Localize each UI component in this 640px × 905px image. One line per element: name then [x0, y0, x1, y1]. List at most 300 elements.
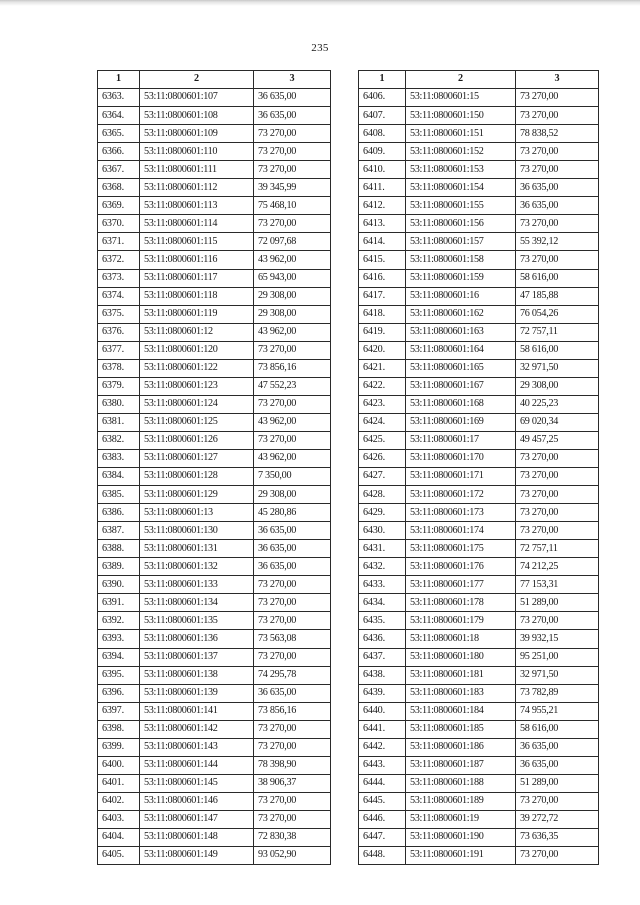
row-number: 6432.: [359, 558, 406, 576]
cadastral-value: 74 212,25: [516, 558, 599, 576]
table-row: [98, 161, 331, 179]
table-row: [359, 395, 599, 413]
cadastral-value: 36 635,00: [516, 738, 599, 756]
cadastral-number: 53:11:0800601:172: [406, 486, 516, 504]
table-row: [98, 359, 331, 377]
row-number: 6396.: [98, 684, 140, 702]
cadastral-number: 53:11:0800601:131: [140, 540, 254, 558]
row-number: 6445.: [359, 792, 406, 810]
cadastral-value: 43 962,00: [254, 323, 331, 341]
cadastral-number: 53:11:0800601:136: [140, 630, 254, 648]
table-row: [359, 756, 599, 774]
row-number: 6447.: [359, 828, 406, 846]
cadastral-number: 53:11:0800601:179: [406, 612, 516, 630]
cadastral-number: 53:11:0800601:120: [140, 341, 254, 359]
cadastral-value: 49 457,25: [516, 431, 599, 449]
table-row: [359, 287, 599, 305]
cadastral-value: 36 635,00: [254, 107, 331, 125]
table-row: [98, 449, 331, 467]
cadastral-number: 53:11:0800601:109: [140, 125, 254, 143]
column-header-value: 3: [516, 71, 599, 89]
row-number: 6387.: [98, 522, 140, 540]
cadastral-value: 73 270,00: [254, 341, 331, 359]
table-row: [98, 594, 331, 612]
table-row: [359, 269, 599, 287]
table-body-left: [98, 89, 331, 865]
table-row: [359, 197, 599, 215]
cadastral-value: 73 270,00: [254, 143, 331, 161]
cadastral-value: 73 270,00: [254, 594, 331, 612]
cadastral-value: 47 552,23: [254, 377, 331, 395]
table-row: [98, 233, 331, 251]
cadastral-value: 36 635,00: [254, 558, 331, 576]
cadastral-number: 53:11:0800601:170: [406, 449, 516, 467]
row-number: 6440.: [359, 702, 406, 720]
cadastral-value: 74 955,21: [516, 702, 599, 720]
cadastral-value: 73 270,00: [516, 504, 599, 522]
cadastral-number: 53:11:0800601:173: [406, 504, 516, 522]
table-row: [98, 522, 331, 540]
table-row: [98, 630, 331, 648]
cadastral-number: 53:11:0800601:19: [406, 810, 516, 828]
cadastral-number: 53:11:0800601:169: [406, 413, 516, 431]
cadastral-value: 69 020,34: [516, 413, 599, 431]
scan-edge-artifact: [0, 0, 640, 6]
cadastral-value: 73 270,00: [516, 449, 599, 467]
row-number: 6391.: [98, 594, 140, 612]
row-number: 6423.: [359, 395, 406, 413]
table-row: [98, 486, 331, 504]
cadastral-value: 38 906,37: [254, 774, 331, 792]
cadastral-number: 53:11:0800601:127: [140, 449, 254, 467]
cadastral-value: 93 052,90: [254, 847, 331, 865]
row-number: 6409.: [359, 143, 406, 161]
table-row: [98, 305, 331, 323]
cadastral-number: 53:11:0800601:13: [140, 504, 254, 522]
table-row: [359, 792, 599, 810]
cadastral-number: 53:11:0800601:168: [406, 395, 516, 413]
table-row: [98, 395, 331, 413]
cadastral-value: 77 153,31: [516, 576, 599, 594]
table-row: [359, 630, 599, 648]
row-number: 6441.: [359, 720, 406, 738]
cadastral-number: 53:11:0800601:187: [406, 756, 516, 774]
row-number: 6418.: [359, 305, 406, 323]
table-row: [359, 431, 599, 449]
row-number: 6394.: [98, 648, 140, 666]
cadastral-number: 53:11:0800601:123: [140, 377, 254, 395]
cadastral-number: 53:11:0800601:148: [140, 828, 254, 846]
row-number: 6370.: [98, 215, 140, 233]
cadastral-number: 53:11:0800601:138: [140, 666, 254, 684]
cadastral-number: 53:11:0800601:130: [140, 522, 254, 540]
table-row: [359, 89, 599, 107]
row-number: 6366.: [98, 143, 140, 161]
table-row: [359, 540, 599, 558]
cadastral-number: 53:11:0800601:184: [406, 702, 516, 720]
row-number: 6439.: [359, 684, 406, 702]
row-number: 6390.: [98, 576, 140, 594]
row-number: 6371.: [98, 233, 140, 251]
cadastral-value: 73 270,00: [516, 89, 599, 107]
table-row: [98, 89, 331, 107]
cadastral-number: 53:11:0800601:137: [140, 648, 254, 666]
cadastral-value: 39 345,99: [254, 179, 331, 197]
row-number: 6420.: [359, 341, 406, 359]
table-row: [359, 305, 599, 323]
table-row: [98, 468, 331, 486]
row-number: 6395.: [98, 666, 140, 684]
table-row: [359, 143, 599, 161]
table-row: [98, 720, 331, 738]
table-row: [98, 269, 331, 287]
table-row: [359, 558, 599, 576]
cadastral-value: 73 270,00: [254, 161, 331, 179]
cadastral-number: 53:11:0800601:125: [140, 413, 254, 431]
cadastral-number: 53:11:0800601:185: [406, 720, 516, 738]
cadastral-number: 53:11:0800601:132: [140, 558, 254, 576]
cadastral-number: 53:11:0800601:135: [140, 612, 254, 630]
table-row: [98, 612, 331, 630]
cadastral-value: 73 270,00: [254, 810, 331, 828]
cadastral-value: 45 280,86: [254, 504, 331, 522]
table-row: [98, 702, 331, 720]
row-number: 6368.: [98, 179, 140, 197]
cadastral-number: 53:11:0800601:180: [406, 648, 516, 666]
cadastral-value: 29 308,00: [254, 305, 331, 323]
cadastral-value: 58 616,00: [516, 720, 599, 738]
table-row: [359, 810, 599, 828]
row-number: 6425.: [359, 431, 406, 449]
table-row: [359, 702, 599, 720]
cadastral-value: 29 308,00: [254, 287, 331, 305]
row-number: 6385.: [98, 486, 140, 504]
row-number: 6412.: [359, 197, 406, 215]
row-number: 6437.: [359, 648, 406, 666]
cadastral-value: 36 635,00: [254, 540, 331, 558]
cadastral-number: 53:11:0800601:143: [140, 738, 254, 756]
column-header-cadastral: 2: [406, 71, 516, 89]
cadastral-value: 73 270,00: [254, 215, 331, 233]
cadastral-number: 53:11:0800601:186: [406, 738, 516, 756]
cadastral-value: 36 635,00: [254, 522, 331, 540]
column-header-cadastral: 2: [140, 71, 254, 89]
cadastral-value: 73 270,00: [254, 431, 331, 449]
cadastral-value: 73 782,89: [516, 684, 599, 702]
table-row: [98, 323, 331, 341]
cadastral-number: 53:11:0800601:139: [140, 684, 254, 702]
row-number: 6383.: [98, 449, 140, 467]
table-row: [98, 666, 331, 684]
table-row: [98, 756, 331, 774]
table-row: [359, 341, 599, 359]
table-row: [359, 323, 599, 341]
row-number: 6379.: [98, 377, 140, 395]
row-number: 6374.: [98, 287, 140, 305]
cadastral-value: 7 350,00: [254, 468, 331, 486]
cadastral-number: 53:11:0800601:110: [140, 143, 254, 161]
cadastral-number: 53:11:0800601:142: [140, 720, 254, 738]
cadastral-value: 73 563,08: [254, 630, 331, 648]
row-number: 6398.: [98, 720, 140, 738]
table-row: [98, 179, 331, 197]
cadastral-value: 29 308,00: [516, 377, 599, 395]
cadastral-number: 53:11:0800601:181: [406, 666, 516, 684]
cadastral-number: 53:11:0800601:18: [406, 630, 516, 648]
cadastral-value: 36 635,00: [516, 197, 599, 215]
cadastral-number: 53:11:0800601:149: [140, 847, 254, 865]
cadastral-number: 53:11:0800601:12: [140, 323, 254, 341]
row-number: 6386.: [98, 504, 140, 522]
table-row: [98, 810, 331, 828]
row-number: 6421.: [359, 359, 406, 377]
cadastral-value: 39 272,72: [516, 810, 599, 828]
cadastral-number: 53:11:0800601:175: [406, 540, 516, 558]
cadastral-number: 53:11:0800601:151: [406, 125, 516, 143]
cadastral-value: 78 838,52: [516, 125, 599, 143]
cadastral-value: 73 270,00: [516, 251, 599, 269]
row-number: 6364.: [98, 107, 140, 125]
row-number: 6380.: [98, 395, 140, 413]
cadastral-value: 36 635,00: [254, 684, 331, 702]
cadastral-value: 72 097,68: [254, 233, 331, 251]
row-number: 6448.: [359, 847, 406, 865]
row-number: 6426.: [359, 449, 406, 467]
table-row: [98, 792, 331, 810]
cadastral-value: 76 054,26: [516, 305, 599, 323]
cadastral-number: 53:11:0800601:119: [140, 305, 254, 323]
table-row: [98, 377, 331, 395]
cadastral-number: 53:11:0800601:111: [140, 161, 254, 179]
cadastral-value: 73 270,00: [516, 847, 599, 865]
table-row: [98, 847, 331, 865]
cadastral-value: 32 971,50: [516, 666, 599, 684]
row-number: 6407.: [359, 107, 406, 125]
cadastral-number: 53:11:0800601:153: [406, 161, 516, 179]
cadastral-number: 53:11:0800601:156: [406, 215, 516, 233]
cadastral-value: 73 856,16: [254, 359, 331, 377]
cadastral-value: 29 308,00: [254, 486, 331, 504]
cadastral-value: 58 616,00: [516, 269, 599, 287]
cadastral-number: 53:11:0800601:117: [140, 269, 254, 287]
cadastral-value: 36 635,00: [254, 89, 331, 107]
cadastral-number: 53:11:0800601:134: [140, 594, 254, 612]
table-row: [98, 576, 331, 594]
table-row: [359, 522, 599, 540]
column-header-number: 1: [98, 71, 140, 89]
cadastral-number: 53:11:0800601:150: [406, 107, 516, 125]
cadastral-value: 73 270,00: [254, 395, 331, 413]
row-number: 6400.: [98, 756, 140, 774]
table-row: [359, 233, 599, 251]
cadastral-number: 53:11:0800601:155: [406, 197, 516, 215]
cadastral-number: 53:11:0800601:177: [406, 576, 516, 594]
cadastral-value: 51 289,00: [516, 594, 599, 612]
cadastral-number: 53:11:0800601:191: [406, 847, 516, 865]
table-row: [98, 287, 331, 305]
table-row: [98, 431, 331, 449]
column-header-number: 1: [359, 71, 406, 89]
table-row: [359, 847, 599, 865]
cadastral-number: 53:11:0800601:145: [140, 774, 254, 792]
row-number: 6393.: [98, 630, 140, 648]
column-header-value: 3: [254, 71, 331, 89]
row-number: 6373.: [98, 269, 140, 287]
table-row: [98, 413, 331, 431]
table-row: [98, 341, 331, 359]
row-number: 6397.: [98, 702, 140, 720]
cadastral-value: 75 468,10: [254, 197, 331, 215]
cadastral-number: 53:11:0800601:146: [140, 792, 254, 810]
row-number: 6422.: [359, 377, 406, 395]
cadastral-number: 53:11:0800601:124: [140, 395, 254, 413]
table-row: [359, 161, 599, 179]
cadastral-value: 36 635,00: [516, 756, 599, 774]
row-number: 6415.: [359, 251, 406, 269]
cadastral-value: 73 636,35: [516, 828, 599, 846]
cadastral-value: 74 295,78: [254, 666, 331, 684]
cadastral-number: 53:11:0800601:108: [140, 107, 254, 125]
cadastral-table-left: [97, 70, 331, 865]
cadastral-value: 73 270,00: [516, 486, 599, 504]
cadastral-number: 53:11:0800601:183: [406, 684, 516, 702]
table-row: [98, 774, 331, 792]
row-number: 6424.: [359, 413, 406, 431]
cadastral-number: 53:11:0800601:17: [406, 431, 516, 449]
cadastral-number: 53:11:0800601:122: [140, 359, 254, 377]
cadastral-value: 36 635,00: [516, 179, 599, 197]
table-row: [359, 828, 599, 846]
cadastral-value: 73 270,00: [254, 576, 331, 594]
table-row: [98, 197, 331, 215]
row-number: 6444.: [359, 774, 406, 792]
table-row: [359, 251, 599, 269]
table-row: [359, 612, 599, 630]
cadastral-number: 53:11:0800601:154: [406, 179, 516, 197]
row-number: 6402.: [98, 792, 140, 810]
row-number: 6378.: [98, 359, 140, 377]
cadastral-value: 40 225,23: [516, 395, 599, 413]
row-number: 6428.: [359, 486, 406, 504]
cadastral-value: 73 270,00: [254, 612, 331, 630]
cadastral-number: 53:11:0800601:158: [406, 251, 516, 269]
table-header-row: [359, 71, 599, 89]
row-number: 6399.: [98, 738, 140, 756]
table-row: [359, 125, 599, 143]
cadastral-number: 53:11:0800601:190: [406, 828, 516, 846]
cadastral-value: 73 270,00: [516, 468, 599, 486]
row-number: 6417.: [359, 287, 406, 305]
row-number: 6369.: [98, 197, 140, 215]
cadastral-value: 73 856,16: [254, 702, 331, 720]
table-header-row: [98, 71, 331, 89]
cadastral-number: 53:11:0800601:15: [406, 89, 516, 107]
row-number: 6382.: [98, 431, 140, 449]
cadastral-number: 53:11:0800601:165: [406, 359, 516, 377]
cadastral-number: 53:11:0800601:118: [140, 287, 254, 305]
cadastral-number: 53:11:0800601:126: [140, 431, 254, 449]
cadastral-value: 73 270,00: [516, 215, 599, 233]
cadastral-number: 53:11:0800601:113: [140, 197, 254, 215]
table-row: [359, 576, 599, 594]
cadastral-number: 53:11:0800601:162: [406, 305, 516, 323]
cadastral-number: 53:11:0800601:16: [406, 287, 516, 305]
row-number: 6406.: [359, 89, 406, 107]
cadastral-number: 53:11:0800601:133: [140, 576, 254, 594]
table-row: [98, 828, 331, 846]
row-number: 6367.: [98, 161, 140, 179]
cadastral-value: 73 270,00: [516, 792, 599, 810]
row-number: 6405.: [98, 847, 140, 865]
table-row: [98, 107, 331, 125]
table-row: [98, 558, 331, 576]
row-number: 6434.: [359, 594, 406, 612]
cadastral-number: 53:11:0800601:157: [406, 233, 516, 251]
table-row: [98, 251, 331, 269]
cadastral-number: 53:11:0800601:174: [406, 522, 516, 540]
cadastral-number: 53:11:0800601:188: [406, 774, 516, 792]
row-number: 6429.: [359, 504, 406, 522]
cadastral-number: 53:11:0800601:167: [406, 377, 516, 395]
cadastral-value: 73 270,00: [516, 107, 599, 125]
table-row: [98, 504, 331, 522]
cadastral-number: 53:11:0800601:164: [406, 341, 516, 359]
table-row: [359, 666, 599, 684]
cadastral-value: 73 270,00: [516, 143, 599, 161]
cadastral-value: 73 270,00: [254, 125, 331, 143]
cadastral-number: 53:11:0800601:128: [140, 468, 254, 486]
cadastral-value: 39 932,15: [516, 630, 599, 648]
table-row: [359, 359, 599, 377]
table-row: [359, 738, 599, 756]
row-number: 6427.: [359, 468, 406, 486]
row-number: 6414.: [359, 233, 406, 251]
cadastral-value: 95 251,00: [516, 648, 599, 666]
cadastral-value: 47 185,88: [516, 287, 599, 305]
table-row: [359, 413, 599, 431]
cadastral-value: 32 971,50: [516, 359, 599, 377]
cadastral-number: 53:11:0800601:129: [140, 486, 254, 504]
cadastral-value: 72 830,38: [254, 828, 331, 846]
cadastral-value: 73 270,00: [516, 522, 599, 540]
row-number: 6372.: [98, 251, 140, 269]
row-number: 6377.: [98, 341, 140, 359]
table-row: [359, 720, 599, 738]
cadastral-number: 53:11:0800601:159: [406, 269, 516, 287]
table-row: [98, 215, 331, 233]
table-row: [98, 648, 331, 666]
cadastral-number: 53:11:0800601:112: [140, 179, 254, 197]
cadastral-value: 65 943,00: [254, 269, 331, 287]
row-number: 6416.: [359, 269, 406, 287]
row-number: 6403.: [98, 810, 140, 828]
table-row: [359, 684, 599, 702]
cadastral-number: 53:11:0800601:116: [140, 251, 254, 269]
table-row: [98, 540, 331, 558]
row-number: 6413.: [359, 215, 406, 233]
row-number: 6436.: [359, 630, 406, 648]
row-number: 6430.: [359, 522, 406, 540]
row-number: 6446.: [359, 810, 406, 828]
cadastral-number: 53:11:0800601:163: [406, 323, 516, 341]
row-number: 6410.: [359, 161, 406, 179]
cadastral-number: 53:11:0800601:115: [140, 233, 254, 251]
row-number: 6433.: [359, 576, 406, 594]
row-number: 6388.: [98, 540, 140, 558]
row-number: 6384.: [98, 468, 140, 486]
table-row: [359, 594, 599, 612]
cadastral-number: 53:11:0800601:147: [140, 810, 254, 828]
